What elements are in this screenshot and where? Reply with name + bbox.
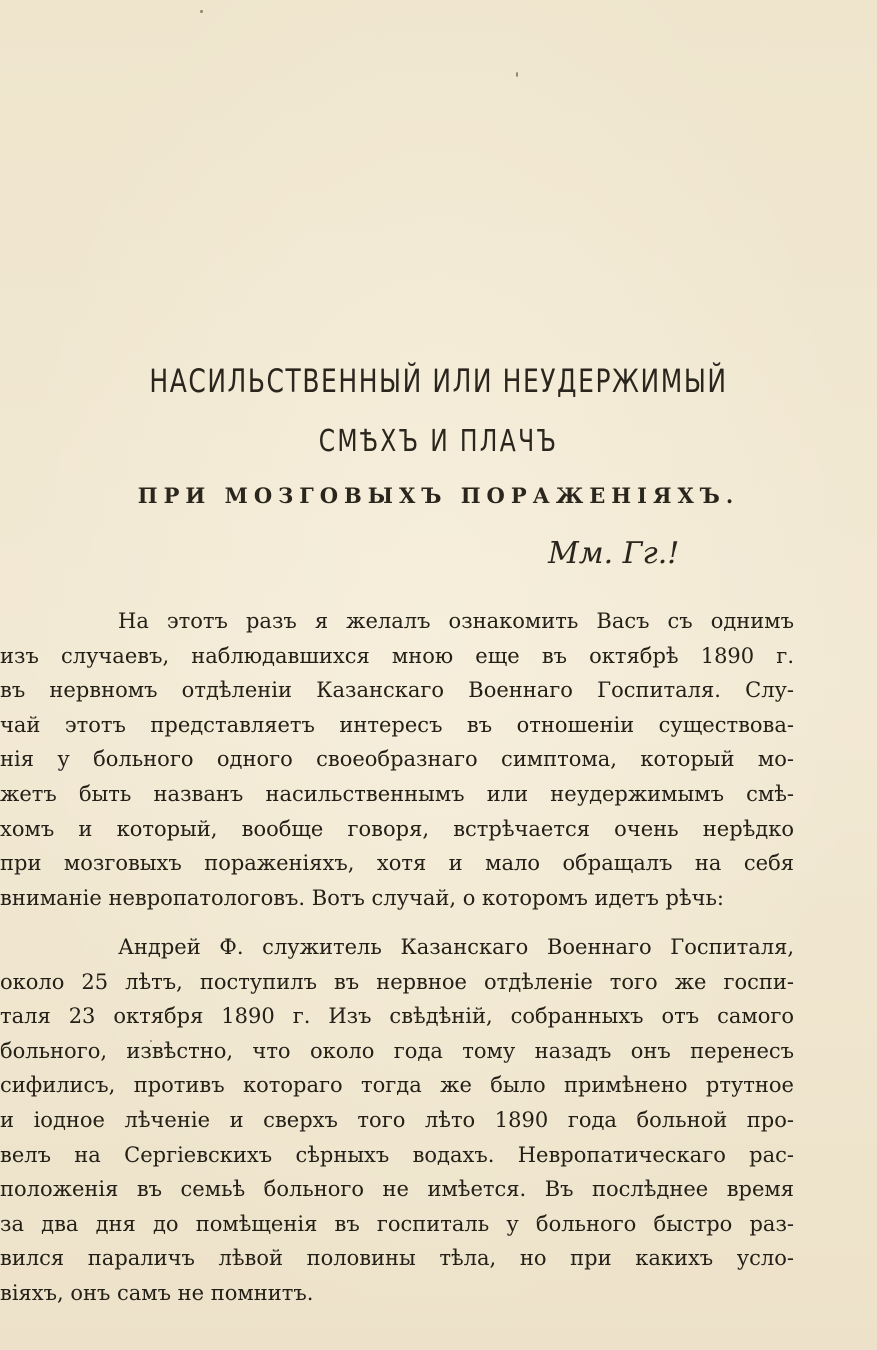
article-title-line-1: НАСИЛЬСТВЕННЫЙ ИЛИ НЕУДЕРЖИМЫЙ: [149, 362, 728, 400]
text-line: велъ на Сергіевскихъ сѣрныхъ водахъ. Невропатическаго рас-: [0, 1142, 794, 1167]
text-line: жетъ быть названъ насильственнымъ или неудержимымъ смѣ-: [0, 781, 794, 806]
text-line: за два дня до помѣщенія въ госпиталь у больного быстро раз-: [0, 1211, 794, 1236]
ink-speck: [516, 72, 518, 77]
article-title-line-2: СМѢХЪ И ПЛАЧЪ: [318, 424, 559, 459]
ink-speck: [200, 10, 203, 13]
text-line: въ нервномъ отдѣленіи Казанскаго Военнаго Госпиталя. Слу-: [0, 678, 794, 703]
text-line: хомъ и который, вообще говоря, встрѣчается очень нерѣдко: [0, 816, 794, 841]
text-line: при мозговыхъ пораженіяхъ, хотя и мало обращалъ на себя: [0, 851, 794, 876]
text-line: и іодное лѣченіе и сверхъ того лѣто 1890 года больной про-: [0, 1107, 794, 1132]
text-line: больного, извѣстно, что около года тому назадъ онъ перенесъ: [0, 1038, 794, 1063]
paragraph-1: [0, 604, 794, 915]
text-line: изъ случаевъ, наблюдавшихся мною еще въ октябрѣ 1890 г.: [0, 643, 794, 668]
text-line: сифилисъ, противъ котораго тогда же было примѣнено ртутное: [0, 1073, 794, 1098]
text-line: На этотъ разъ я желалъ ознакомить Васъ съ однимъ: [118, 609, 794, 633]
text-line: Андрей Ф. служитель Казанскаго Военнаго Госпиталя,: [118, 935, 794, 959]
salutation: Мм. Гг.!: [548, 536, 680, 571]
text-line: вниманіе невропатологовъ. Вотъ случай, о которомъ идетъ рѣчь:: [0, 885, 725, 910]
text-line: положенія въ семьѣ больного не имѣется. Въ послѣднее время: [0, 1177, 794, 1202]
article-title-line-3: ПРИ МОЗГОВЫХЪ ПОРАЖЕНІЯХЪ.: [137, 483, 740, 508]
text-line: таля 23 октября 1890 г. Изъ свѣдѣній, собранныхъ отъ самого: [0, 1004, 794, 1029]
text-line: нія у больного одного своеобразнаго симптома, который мо-: [0, 747, 794, 772]
text-line: чай этотъ представляетъ интересъ въ отношеніи существова-: [0, 712, 794, 737]
text-line: около 25 лѣтъ, поступилъ въ нервное отдѣленіе того же госпи-: [0, 969, 794, 994]
text-line: вился параличъ лѣвой половины тѣла, но при какихъ усло-: [0, 1246, 794, 1271]
paragraph-2: [0, 930, 794, 1311]
text-line: віяхъ, онъ самъ не помнитъ.: [0, 1280, 314, 1305]
